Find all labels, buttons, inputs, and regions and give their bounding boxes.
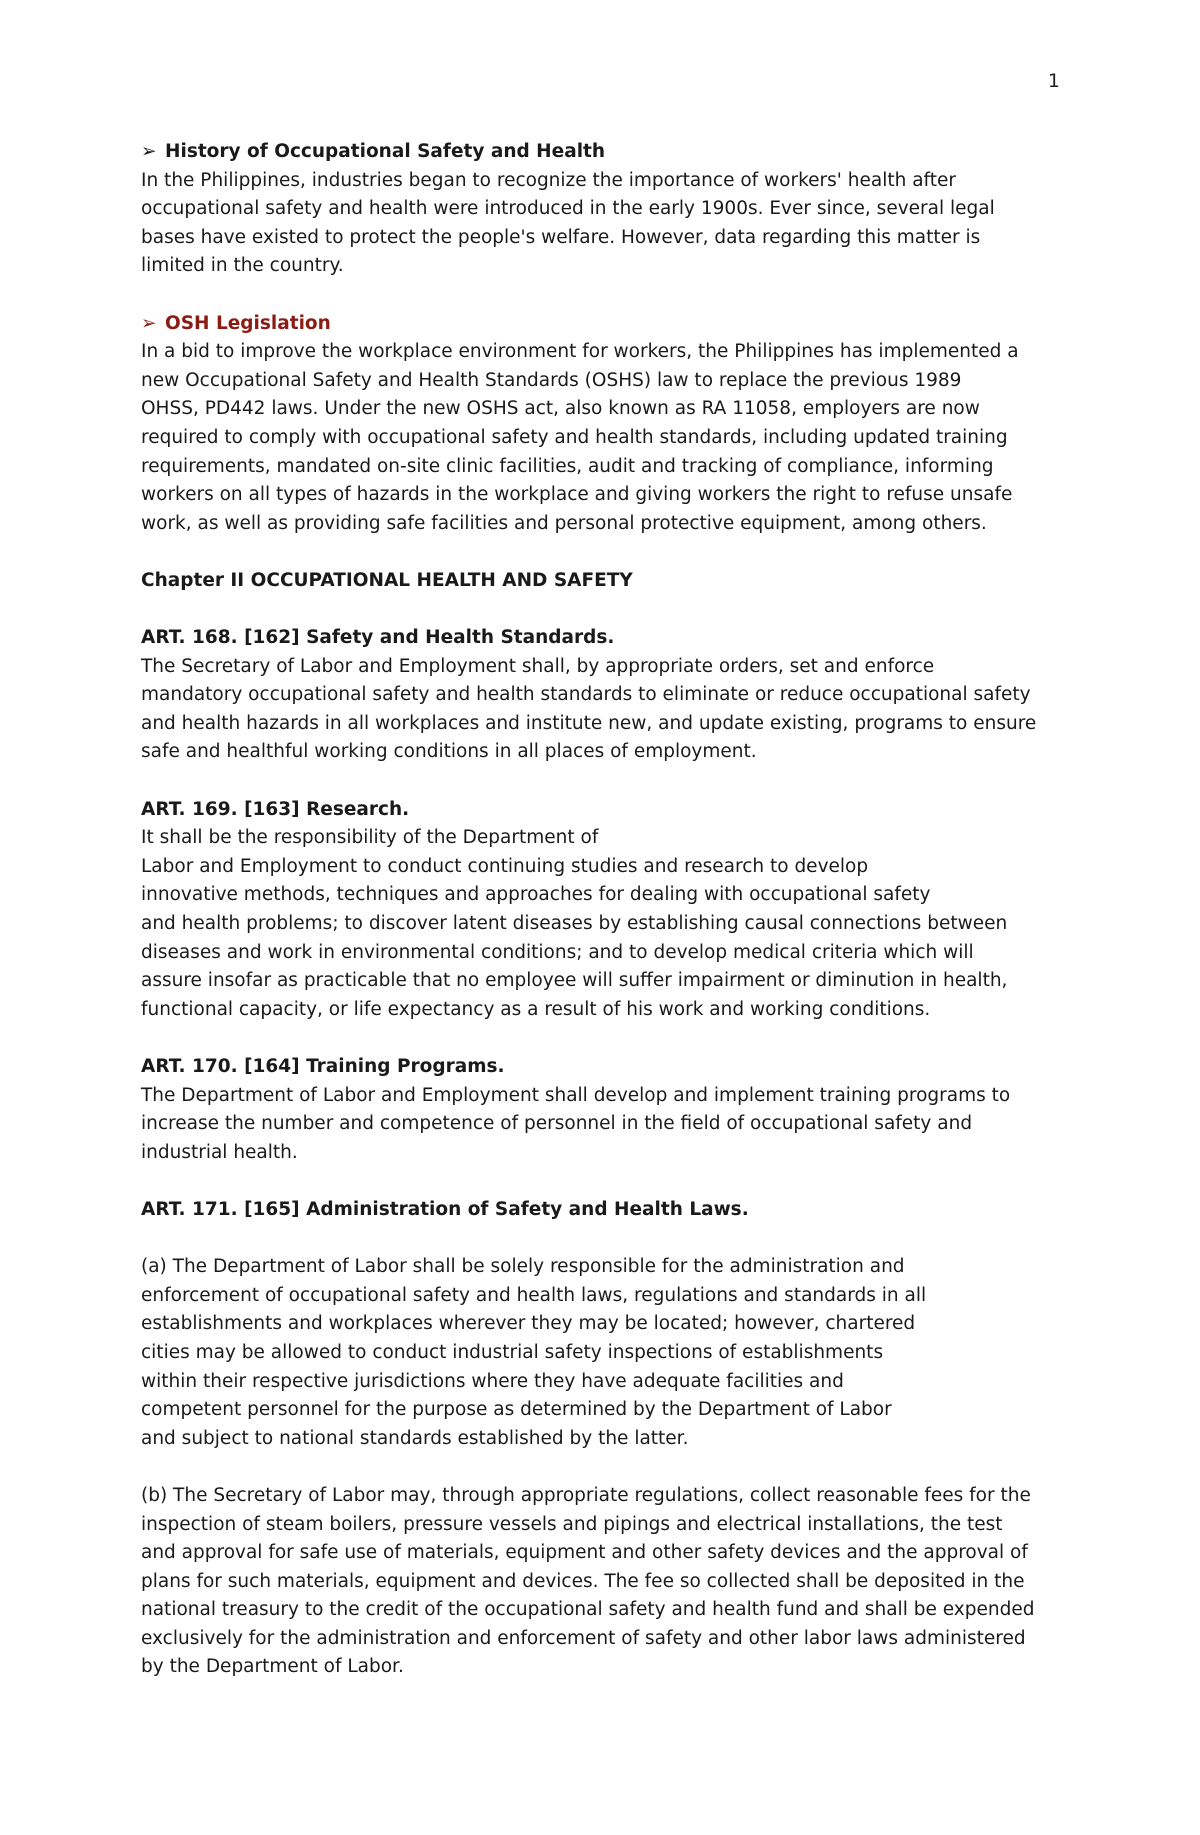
history-heading (141, 138, 1061, 167)
text-line: mandatory occupational safety and health standards to eliminate or reduce occupational safety (141, 684, 1031, 706)
text-line: safe and healthful working conditions in all places of employment. (141, 741, 757, 763)
text-line: work, as well as providing safe facilities and personal protective equipment, among others. (141, 512, 987, 534)
art169-heading: ART. 169. [163] Research. (141, 798, 410, 820)
legislation-paragraph (141, 338, 1061, 538)
chapter-heading: Chapter II OCCUPATIONAL HEALTH AND SAFETY (141, 569, 633, 591)
art170-paragraph (141, 1082, 1061, 1168)
text-line: plans for such materials, equipment and devices. The fee so collected shall be deposited in the (141, 1570, 1025, 1592)
text-line: enforcement of occupational safety and health laws, regulations and standards in all (141, 1284, 927, 1306)
legislation-heading-text: OSH Legislation (165, 312, 331, 334)
text-line: and health hazards in all workplaces and institute new, and update existing, programs to ensure (141, 712, 1037, 734)
text-line: limited in the country. (141, 255, 344, 277)
text-line: increase the number and competence of personnel in the field of occupational safety and (141, 1113, 973, 1135)
art170-heading: ART. 170. [164] Training Programs. (141, 1056, 505, 1077)
text-line: bases have existed to protect the people's welfare. However, data regarding this matter is (141, 226, 981, 248)
text-line: occupational safety and health were introduced in the early 1900s. Ever since, several legal (141, 198, 995, 220)
history-heading-text: History of Occupational Safety and Health (165, 141, 606, 162)
text-line: competent personnel for the purpose as determined by the Department of Labor (141, 1399, 892, 1421)
text-line: within their respective jurisdictions where they have adequate facilities and (141, 1370, 844, 1392)
text-line: exclusively for the administration and enforcement of safety and other labor laws administered (141, 1627, 1026, 1649)
text-line: In a bid to improve the workplace environment for workers, the Philippines has implemented a (141, 341, 1019, 363)
art169-paragraph (141, 824, 1061, 1024)
text-line: and approval for safe use of materials, equipment and other safety devices and the approval of (141, 1542, 1028, 1564)
text-line: Labor and Employment to conduct continuing studies and research to develop (141, 855, 869, 877)
text-line: national treasury to the credit of the occupational safety and health fund and shall be expended (141, 1599, 1035, 1621)
legislation-heading (141, 310, 1061, 339)
text-line: The Secretary of Labor and Employment shall, by appropriate orders, set and enforce (141, 655, 935, 677)
art168-heading: ART. 168. [162] Safety and Health Standards. (141, 627, 615, 649)
text-line: diseases and work in environmental conditions; and to develop medical criteria which will (141, 941, 974, 963)
arrow-bullet-icon: ➢ (141, 141, 157, 162)
text-line: industrial health. (141, 1141, 298, 1163)
art171-heading: ART. 171. [165] Administration of Safety and Health Laws. (141, 1198, 749, 1220)
text-line: It shall be the responsibility of the Department of (141, 827, 599, 849)
text-line: new Occupational Safety and Health Standards (OSHS) law to replace the previous 1989 (141, 369, 962, 391)
text-line: inspection of steam boilers, pressure vessels and pipings and electrical installations, the test (141, 1513, 1003, 1535)
text-line: and subject to national standards established by the latter. (141, 1427, 689, 1449)
text-line: OHSS, PD442 laws. Under the new OSHS act, also known as RA 11058, employers are now (141, 398, 980, 420)
text-line: (b) The Secretary of Labor may, through appropriate regulations, collect reasonable fees for the (141, 1484, 1031, 1506)
page-number: 1 (1047, 70, 1060, 92)
text-line: workers on all types of hazards in the workplace and giving workers the right to refuse unsafe (141, 484, 1013, 506)
text-line: In the Philippines, industries began to recognize the importance of workers' health after (141, 169, 956, 191)
art171-paragraph-a (141, 1253, 1061, 1453)
text-line: cities may be allowed to conduct industrial safety inspections of establishments (141, 1341, 884, 1363)
text-line: requirements, mandated on-site clinic facilities, audit and tracking of compliance, informing (141, 455, 994, 477)
text-line: required to comply with occupational safety and health standards, including updated training (141, 426, 1008, 448)
text-line: (a) The Department of Labor shall be solely responsible for the administration and (141, 1256, 905, 1278)
text-line: establishments and workplaces wherever they may be located; however, chartered (141, 1313, 916, 1335)
arrow-bullet-icon: ➢ (141, 312, 157, 334)
art171-paragraph-b (141, 1482, 1061, 1682)
art168-paragraph (141, 653, 1061, 767)
text-line: innovative methods, techniques and approaches for dealing with occupational safety (141, 884, 931, 906)
text-line: The Department of Labor and Employment shall develop and implement training programs to (141, 1084, 1011, 1106)
text-line: and health problems; to discover latent diseases by establishing causal connections between (141, 913, 1008, 935)
document-body (141, 138, 1061, 1682)
text-line: functional capacity, or life expectancy as a result of his work and working conditions. (141, 998, 931, 1020)
history-paragraph (141, 167, 1061, 281)
text-line: assure insofar as practicable that no employee will suffer impairment or diminution in health, (141, 970, 1008, 992)
text-line: by the Department of Labor. (141, 1656, 404, 1678)
